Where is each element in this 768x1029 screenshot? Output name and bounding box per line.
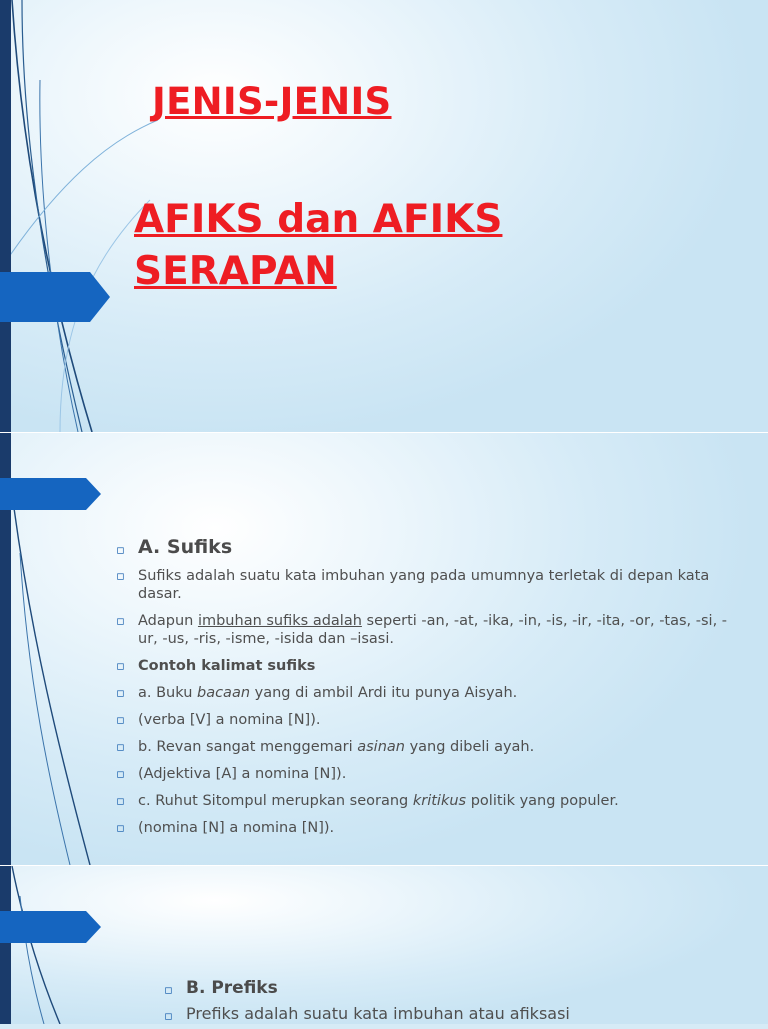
example-text: b. Revan sangat menggemari	[138, 739, 358, 755]
section-heading: B. Prefiks	[186, 978, 278, 998]
example-keyword: asinan	[357, 739, 405, 755]
prefiks-bullet-list	[164, 976, 744, 1028]
list-item	[116, 792, 736, 810]
bullet-icon: ▫	[116, 569, 125, 584]
list-item	[116, 819, 736, 837]
list-item	[164, 1002, 744, 1026]
list-item	[116, 567, 736, 603]
bullet-icon: ▫	[116, 821, 125, 836]
slide-title	[0, 0, 768, 432]
bullet-icon: ▫	[116, 794, 125, 809]
subtitle-line-2: SERAPAN	[134, 249, 337, 294]
left-accent-bar	[0, 866, 11, 1024]
example-text: yang di ambil Ardi itu punya Aisyah.	[250, 685, 518, 701]
example-text: politik yang populer.	[466, 793, 619, 809]
arrow-tab-shape	[0, 478, 102, 510]
list-item	[116, 765, 736, 783]
example-text: c. Ruhut Sitompul merupkan seorang	[138, 793, 413, 809]
list-item	[164, 976, 744, 1000]
arrow-tab-shape	[0, 911, 102, 943]
example-note: (nomina [N] a nomina [N]).	[138, 820, 335, 836]
bullet-icon: ▫	[116, 767, 125, 782]
bullet-icon: ▫	[116, 543, 125, 558]
example-keyword: kritikus	[412, 793, 467, 809]
list-item	[116, 534, 736, 560]
example-text: a. Buku	[138, 685, 197, 701]
example-text: yang dibeli ayah.	[404, 739, 535, 755]
list-item	[116, 684, 736, 702]
decorative-curves	[0, 866, 120, 1024]
list-item	[116, 612, 736, 648]
list-item	[116, 711, 736, 729]
example-keyword: bacaan	[197, 685, 251, 701]
bullet-icon: ▫	[116, 686, 125, 701]
slide-title-text: JENIS-JENIS	[152, 80, 392, 123]
suffix-list-underlined: imbuhan sufiks adalah	[197, 613, 362, 629]
definition-text: Sufiks adalah suatu kata imbuhan yang pada umumnya terletak di depan kata dasar.	[138, 568, 710, 602]
arrow-tab-shape	[0, 272, 112, 322]
section-heading: A. Sufiks	[138, 536, 233, 558]
left-accent-bar	[0, 0, 11, 432]
bullet-icon: ▫	[164, 983, 173, 998]
bullet-icon: ▫	[116, 659, 125, 674]
bullet-icon: ▫	[116, 614, 125, 629]
bullet-icon: ▫	[116, 713, 125, 728]
suffix-list-rest: seperti -an, -at, -ika, -in, -is, -ir, -ita, -or, -tas, -si, -ur, -us, -ris, -isme, -isida dan –isasi.	[138, 613, 728, 647]
list-item	[116, 738, 736, 756]
list-item	[116, 657, 736, 675]
subtitle-line-1: AFIKS dan AFIKS	[134, 197, 503, 242]
suffix-list-prefix: Adapun	[138, 613, 198, 629]
definition-text: Prefiks adalah suatu kata imbuhan atau afiksasi	[186, 1004, 570, 1023]
bullet-icon: ▫	[116, 740, 125, 755]
slide-subtitle	[134, 194, 534, 298]
example-note: (verba [V] a nomina [N]).	[138, 712, 321, 728]
example-note: (Adjektiva [A] a nomina [N]).	[138, 766, 347, 782]
sufiks-bullet-list	[116, 534, 736, 846]
bullet-icon: ▫	[164, 1009, 173, 1024]
examples-heading: Contoh kalimat sufiks	[138, 658, 316, 674]
